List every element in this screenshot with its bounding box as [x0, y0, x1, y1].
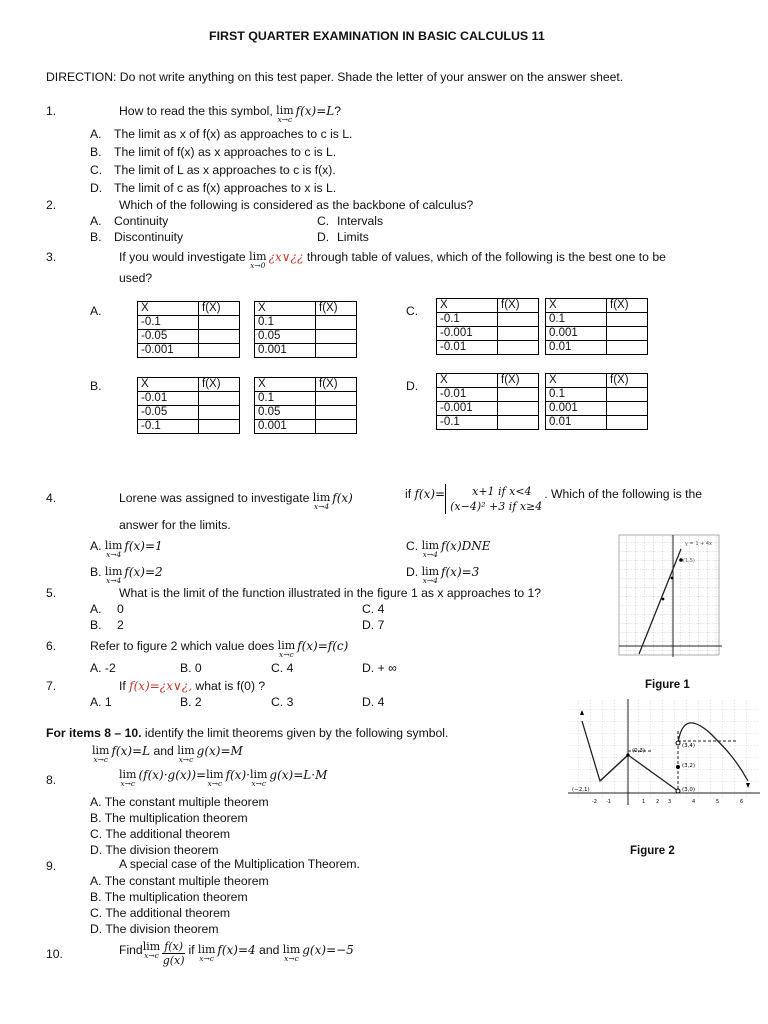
q1-choice-b-label[interactable]: B. [90, 145, 102, 159]
q3-choice-d-label[interactable]: D. [406, 379, 419, 393]
q4-lim: lim x→4 [312, 491, 331, 511]
items-8-10-given: lim x→c f(x)=L and lim x→c g(x)=M [92, 744, 243, 764]
q8-choice-c[interactable]: C. The additional theorem [90, 827, 231, 841]
q3-table-a-negative: X f(X) -0.1 -0.05 -0.001 [137, 301, 240, 358]
q3-text-cont: used? [119, 271, 153, 285]
q3-table-c-negative: X f(X) -0.1 -0.001 -0.01 [436, 298, 539, 355]
q7-number: 7. [46, 679, 57, 693]
q9-choice-c[interactable]: C. The additional theorem [90, 906, 231, 920]
q1-choice-a: The limit as x of f(x) as approaches to c is L. [114, 127, 353, 141]
svg-text:-1: -1 [606, 799, 611, 805]
q4-choice-b[interactable]: B. lim x→4 f(x)=2 [90, 565, 163, 585]
q2-text: Which of the following is considered as the backbone of calculus? [119, 198, 474, 212]
q2-number: 2. [46, 198, 57, 212]
q2-choice-c-label[interactable]: C. [317, 214, 330, 228]
svg-text:3: 3 [668, 799, 672, 805]
q3-lim: lim x→0 [249, 250, 267, 270]
q3-table-c-positive: X f(X) 0.1 0.001 0.01 [545, 298, 648, 355]
q7-choice-b[interactable]: B. 2 [180, 695, 202, 709]
svg-text:5: 5 [716, 799, 720, 805]
q3-expr: ¿x∨¿¿ [268, 250, 304, 264]
svg-text:4: 4 [692, 799, 696, 805]
q3-choice-a-label[interactable]: A. [90, 304, 102, 318]
figure-2-graph [566, 697, 762, 809]
q4-number: 4. [46, 491, 57, 505]
figure-2-label-3-2: (3,2) [682, 763, 696, 769]
q6-choice-b[interactable]: B. 0 [180, 661, 202, 675]
q4-choice-a[interactable]: A. lim x→4 f(x)=1 [90, 539, 163, 559]
q4-stem: Lorene was assigned to investigate lim x→4 f(x) [119, 491, 353, 511]
figure-1-graph [617, 533, 725, 661]
q5-choice-d[interactable]: D. 7 [362, 618, 385, 632]
q7-choice-c[interactable]: C. 3 [271, 695, 294, 709]
svg-text:2: 2 [656, 799, 660, 805]
figure-2-label-3-4: (3,4) [682, 743, 696, 749]
q2-choice-d-label[interactable]: D. [317, 230, 330, 244]
figure-2-label-3-0: (3,0) [682, 787, 696, 793]
q9-text: A special case of the Multiplication Theorem. [119, 857, 360, 871]
q6-number: 6. [46, 639, 57, 653]
q5-choice-a: 0 [117, 602, 124, 616]
q5-choice-a-label[interactable]: A. [90, 602, 102, 616]
q2-choice-c: Intervals [337, 214, 384, 228]
svg-text:6: 6 [740, 799, 744, 805]
q4-piecewise-cases: x+1 if x<4 (x−4)² +3 if x≥4 [445, 484, 542, 514]
q5-choice-c[interactable]: C. 4 [362, 602, 385, 616]
figure-2-label-0-3: (0,3) [632, 748, 646, 754]
figure-1-caption: Figure 1 [645, 679, 690, 691]
q2-choice-b-label[interactable]: B. [90, 230, 102, 244]
q3-table-a-positive: X f(X) 0.1 0.05 0.001 [254, 301, 357, 358]
q6-choice-a[interactable]: A. -2 [90, 661, 116, 675]
q6-choice-d[interactable]: D. + ∞ [362, 661, 397, 675]
q1-expr: f(x)=L [295, 104, 335, 118]
figure-2-caption: Figure 2 [630, 845, 675, 857]
q3-table-d-negative: X f(X) -0.01 -0.001 -0.1 [436, 373, 539, 430]
q1-choice-c: The limit of L as x approaches to c is f(x). [114, 163, 336, 177]
direction-text: DIRECTION: Do not write anything on this test paper. Shade the letter of your answer on the answer sheet. [46, 70, 624, 84]
q1-choice-d: The limit of c as f(x) approaches to x is L. [114, 181, 337, 195]
q1-choice-d-label[interactable]: D. [90, 181, 103, 195]
q1-text: How to read the this symbol, [119, 104, 273, 118]
q1-choice-c-label[interactable]: C. [90, 163, 103, 177]
q3-choice-c-label[interactable]: C. [406, 304, 419, 318]
q9-choice-d[interactable]: D. The division theorem [90, 922, 219, 936]
q3-choice-b-label[interactable]: B. [90, 379, 102, 393]
items-8-10-instruction: For items 8 – 10. identify the limit theorems given by the following symbol. [46, 726, 449, 740]
q3-table-b-positive: X f(X) 0.1 0.05 0.001 [254, 377, 357, 434]
q9-number: 9. [46, 859, 57, 873]
q4-choice-c[interactable]: C. lim x→4 f(x)DNE [406, 539, 491, 559]
figure-2-label-neg2-1: (−2,1) [572, 787, 590, 793]
q8-choice-d[interactable]: D. The division theorem [90, 843, 219, 857]
q3-number: 3. [46, 250, 57, 264]
q8-expression: lim x→c (f(x)·g(x))=lim x→c f(x)·lim x→c g(x)=L·M [119, 768, 328, 788]
q2-choice-d: Limits [337, 230, 369, 244]
svg-text:-2: -2 [592, 799, 597, 805]
q4-piecewise: if f(x)= x+1 if x<4 (x−4)² +3 if x≥4 . Which of the following is the [405, 485, 703, 513]
q9-choice-b[interactable]: B. The multiplication theorem [90, 890, 248, 904]
q5-text: What is the limit of the function illustrated in the figure 1 as x approaches to 1? [119, 586, 542, 600]
q10-fraction: $\frac{f(x)}{g(x)}$ [162, 940, 185, 967]
q8-number: 8. [46, 773, 57, 787]
q2-choice-a: Continuity [114, 214, 169, 228]
q3-stem: If you would investigate lim x→0 ¿x∨¿¿ through table of values, which of the following is the best one to be [119, 250, 666, 270]
q10-stem: Findlim x→c $\frac{f(x)}{g(x)}$ if lim x→c f(x)=4 and lim x→c g(x)=−5 [119, 940, 354, 967]
q1-choice-b: The limit of f(x) as x approaches to c is L. [114, 145, 337, 159]
q7-stem: If f(x)=¿x∨¿, what is f(0) ? [119, 679, 266, 693]
q8-choice-b[interactable]: B. The multiplication theorem [90, 811, 248, 825]
q5-number: 5. [46, 586, 57, 600]
q6-lim: lim x→c [277, 639, 296, 659]
q1-stem: How to read the this symbol, lim x→c f(x)=L? [119, 104, 342, 124]
svg-text:1: 1 [642, 799, 646, 805]
q6-stem: Refer to figure 2 which value does lim x→c f(x)=f(c) [90, 639, 349, 659]
q5-choice-b-label[interactable]: B. [90, 618, 102, 632]
q2-choice-b: Discontinuity [114, 230, 184, 244]
q4-text-cont: answer for the limits. [119, 518, 231, 532]
q6-choice-c[interactable]: C. 4 [271, 661, 294, 675]
q7-choice-d[interactable]: D. 4 [362, 695, 385, 709]
q3-table-b-negative: X f(X) -0.01 -0.05 -0.1 [137, 377, 240, 434]
q10-number: 10. [46, 947, 63, 961]
q3-table-d-positive: X f(X) 0.1 0.001 0.01 [545, 373, 648, 430]
q5-choice-b: 2 [117, 618, 124, 632]
q9-choice-a[interactable]: A. The constant multiple theorem [90, 874, 269, 888]
q1-choice-a-label[interactable]: A. [90, 127, 102, 141]
q2-choice-a-label[interactable]: A. [90, 214, 102, 228]
q1-number: 1. [46, 104, 57, 118]
page-title: FIRST QUARTER EXAMINATION IN BASIC CALCULUS 11 [209, 29, 545, 43]
figure-1-point-label: (1,5) [683, 558, 695, 564]
figure-1-line-label: y = 1 + 4x [685, 541, 713, 547]
q1-lim: lim x→c [276, 104, 294, 124]
q7-choice-a[interactable]: A. 1 [90, 695, 112, 709]
q4-choice-d[interactable]: D. lim x→4 f(x)=3 [406, 565, 480, 585]
q8-choice-a[interactable]: A. The constant multiple theorem [90, 795, 269, 809]
